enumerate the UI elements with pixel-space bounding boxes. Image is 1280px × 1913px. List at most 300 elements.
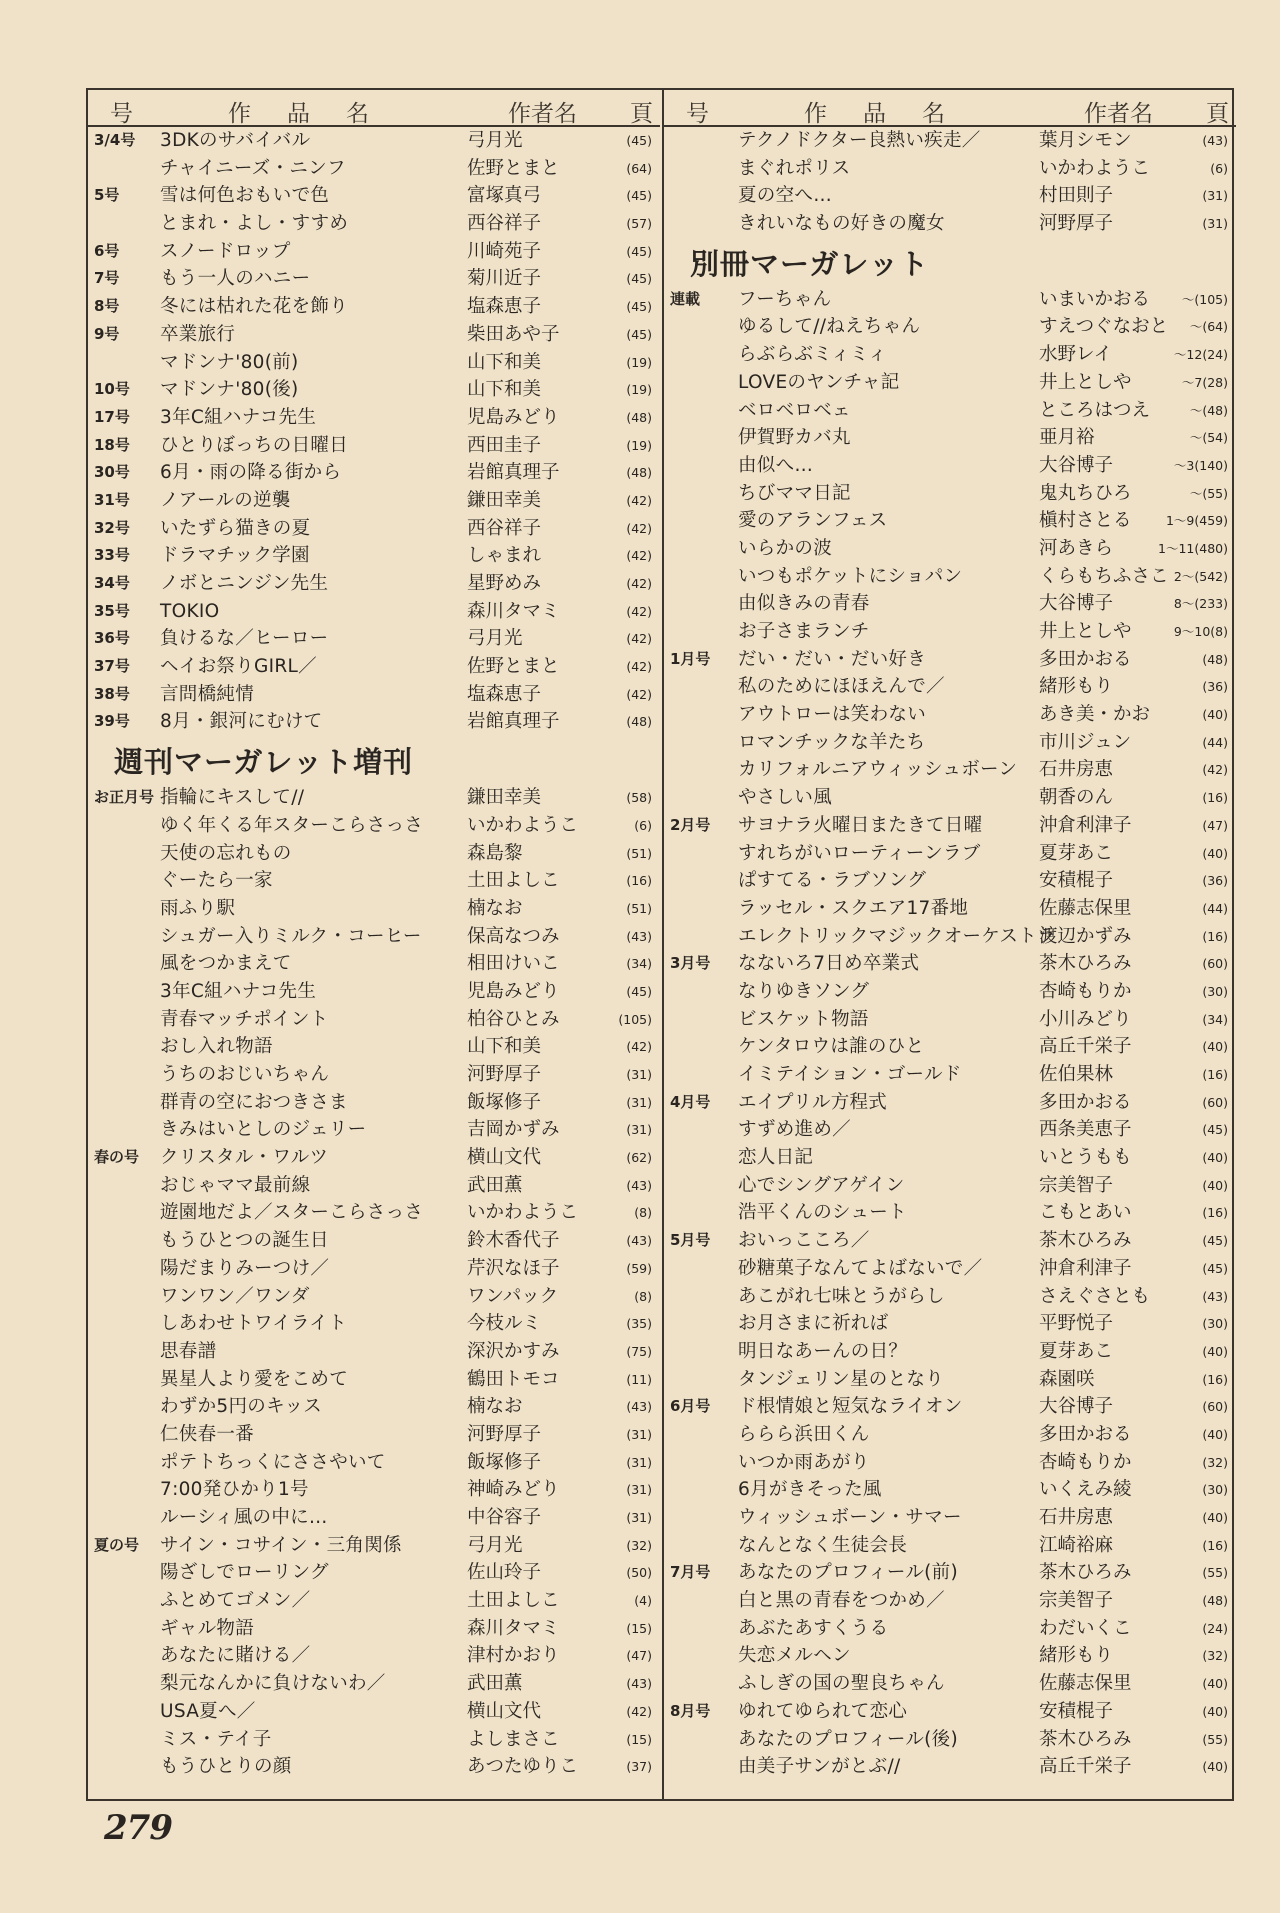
index-row [664, 1144, 1236, 1172]
work-title: 負けるな／ヒーロー [160, 628, 329, 650]
page-count: (47) [1202, 817, 1228, 833]
work-title: タンジェリン星のとなり [738, 1368, 944, 1390]
author-name: 飯塚修子 [467, 1451, 542, 1473]
header-title: 作品名 [228, 101, 405, 127]
page-count: (15) [626, 1620, 652, 1636]
page-count: 〜(54) [1189, 430, 1228, 446]
author-name: 井上としや [1039, 621, 1132, 642]
page-count: (48) [626, 465, 652, 481]
page-count: (59) [626, 1260, 652, 1276]
index-row [664, 646, 1236, 674]
index-row [88, 1615, 660, 1643]
page-count: (42) [626, 492, 652, 508]
index-row [88, 1587, 660, 1615]
page-count: (8) [634, 1288, 652, 1304]
work-title: ぐーたら一家 [160, 870, 273, 892]
work-title: 思春譜 [160, 1340, 217, 1362]
index-row [88, 1144, 660, 1172]
work-title: 私のためにほほえんで／ [738, 676, 945, 698]
work-title: マドンナ'80(後) [160, 379, 299, 401]
work-title: 恋人日記 [738, 1147, 814, 1169]
index-row [88, 155, 660, 183]
page-count: (43) [1202, 133, 1228, 148]
index-row [88, 1559, 660, 1587]
page-count: (51) [626, 900, 652, 916]
author-name: 沖倉利津子 [1039, 814, 1132, 836]
index-row [88, 1199, 660, 1227]
header-author: 作者名 [508, 101, 577, 127]
page-count: (31) [626, 1067, 652, 1082]
work-title: ルーシィ風の中に… [160, 1507, 328, 1528]
author-name: 高丘千栄子 [1039, 1756, 1132, 1778]
index-row [664, 424, 1236, 452]
page-count: (42) [626, 603, 652, 619]
index-row [664, 1449, 1236, 1477]
issue-number: 夏の号 [94, 1535, 140, 1554]
author-name: 武田薫 [467, 1174, 523, 1196]
page-count: (31) [1202, 216, 1228, 232]
index-row [664, 923, 1236, 951]
work-title: いつもポケットにショパン [738, 565, 963, 587]
author-name: 川崎苑子 [467, 240, 542, 262]
work-title: 仁侠春一番 [160, 1423, 255, 1445]
page-count: (57) [626, 216, 652, 232]
page-count: (50) [626, 1565, 652, 1581]
author-name: 横山文代 [467, 1147, 542, 1169]
work-title: 由美子サンがとぶ// [738, 1756, 901, 1778]
page-count: (30) [1202, 983, 1228, 999]
index-row [88, 1061, 660, 1089]
page-count: (16) [1202, 1371, 1228, 1387]
author-name: 鎌田幸美 [467, 489, 542, 511]
index-row [88, 867, 660, 895]
work-title: ふしぎの国の聖良ちゃん [738, 1673, 945, 1695]
author-name: こもとあい [1039, 1202, 1132, 1224]
page-count: (40) [1202, 1703, 1228, 1719]
work-title: お月さまに祈れば [738, 1313, 889, 1335]
page-number: 279 [104, 1808, 172, 1848]
work-title: 風をつかまえて [160, 953, 292, 975]
work-title: きみはいとしのジェリー [160, 1119, 367, 1141]
author-name: 森川タマミ [467, 600, 560, 622]
index-row [664, 1199, 1236, 1227]
work-title: ワンワン／ワンダ [160, 1285, 310, 1307]
page-count: (6) [1210, 160, 1228, 176]
page-count: 2〜(542) [1173, 568, 1228, 584]
author-name: 西谷祥子 [467, 517, 542, 539]
issue-number: 7号 [94, 269, 120, 288]
author-name: 西条美恵子 [1039, 1119, 1132, 1141]
issue-number: 38号 [94, 684, 130, 703]
index-row [664, 729, 1236, 757]
work-title: やさしい風 [738, 787, 833, 809]
author-name: 渡辺かずみ [1039, 925, 1132, 947]
index-row [88, 542, 660, 570]
work-title: 遊園地だよ／スターこらさっさ [160, 1202, 424, 1224]
author-name: 山下和美 [467, 351, 542, 373]
work-title: エイプリル方程式 [738, 1091, 888, 1113]
work-title: 梨元なんかに負けないわ／ [160, 1673, 386, 1695]
work-title: すれちがいローティーンラブ [738, 842, 981, 864]
work-title: TOKIO [160, 600, 220, 622]
index-row [664, 1670, 1236, 1698]
page-count: (8) [634, 1205, 652, 1221]
work-title: ノボとニンジン先生 [160, 573, 329, 594]
work-title: 夏の空へ… [738, 185, 833, 207]
index-row [88, 1338, 660, 1366]
author-name: 安積棍子 [1039, 1700, 1114, 1722]
index-row [88, 653, 660, 681]
issue-number: 31号 [94, 490, 130, 509]
index-row [664, 1504, 1236, 1532]
page-count: 〜12(24) [1173, 347, 1228, 363]
issue-number: 9号 [94, 324, 120, 343]
page-count: (31) [626, 1122, 652, 1138]
author-name: よしまさこ [467, 1728, 560, 1750]
page-count: (40) [1202, 1150, 1228, 1166]
author-name: ところはつえ [1039, 399, 1151, 421]
page-count: (60) [1202, 1399, 1228, 1415]
page-count: (45) [626, 243, 652, 259]
author-name: 飯塚修子 [467, 1091, 542, 1113]
work-title: 卒業旅行 [160, 323, 236, 345]
page-count: (19) [626, 437, 652, 453]
page-count: (42) [626, 576, 652, 591]
author-name: 楠なお [467, 897, 523, 919]
page-count: (40) [1202, 1343, 1228, 1359]
work-title: ギャル物語 [160, 1617, 255, 1639]
index-row [664, 1255, 1236, 1283]
author-name: 富塚真弓 [467, 185, 542, 207]
issue-number: 37号 [94, 657, 130, 676]
index-row [664, 978, 1236, 1006]
work-title: 天使の忘れもの [160, 842, 292, 864]
issue-number: 1月号 [670, 649, 711, 668]
page-count: (4) [634, 1593, 652, 1609]
work-title: USA夏へ／ [160, 1700, 256, 1722]
issue-number: 39号 [94, 712, 130, 731]
index-row [88, 1006, 660, 1034]
work-title: すずめ進め／ [738, 1119, 851, 1141]
work-title: 異星人より愛をこめて [160, 1368, 349, 1390]
author-name: 大谷博子 [1039, 1396, 1114, 1418]
index-row [664, 673, 1236, 701]
work-title: 由似きみの青春 [738, 593, 870, 615]
work-title: 白と黒の青春をつかめ／ [738, 1590, 945, 1612]
page-count: (45) [626, 271, 652, 287]
page-count: (60) [1202, 1094, 1228, 1110]
work-title: ちびママ日記 [738, 482, 851, 504]
author-name: 鬼丸ちひろ [1039, 482, 1132, 504]
index-row [664, 1061, 1236, 1089]
page-count: (48) [626, 409, 652, 425]
page-count: (45) [1202, 1260, 1228, 1276]
author-name: 沖倉利津子 [1039, 1257, 1132, 1279]
author-name: 河野厚子 [467, 1064, 542, 1085]
work-title: あこがれ七味とうがらし [738, 1285, 945, 1307]
author-name: 菊川近子 [467, 268, 542, 290]
work-title: 伊賀野カバ丸 [738, 427, 851, 449]
index-row [88, 210, 660, 238]
index-row [88, 1310, 660, 1338]
author-name: 大谷博子 [1039, 454, 1114, 476]
index-row [664, 210, 1236, 238]
index-row [88, 625, 660, 653]
page-count: (40) [1202, 1759, 1228, 1775]
author-name: いかわようこ [467, 814, 579, 836]
author-name: 芹沢なほ子 [467, 1257, 560, 1279]
index-row [664, 840, 1236, 868]
index-row [88, 1255, 660, 1283]
index-row [88, 404, 660, 432]
index-row [88, 1116, 660, 1144]
index-row [88, 1172, 660, 1200]
work-title: もうひとつの誕生日 [160, 1230, 329, 1252]
page-count: (16) [1202, 1537, 1228, 1553]
work-title: エレクトリックマジックオーケストラ [738, 925, 1056, 947]
author-name: いかわようこ [467, 1202, 579, 1224]
issue-number: 35号 [94, 601, 130, 620]
author-name: 森川タマミ [467, 1617, 560, 1639]
page-count: (44) [1202, 734, 1228, 750]
work-title: まぐれポリス [738, 157, 851, 179]
index-row [664, 895, 1236, 923]
page-count: (48) [1202, 1593, 1228, 1609]
index-row [88, 487, 660, 515]
issue-number: 春の号 [94, 1148, 140, 1167]
page-count: (16) [1202, 928, 1228, 944]
page-count: (55) [1202, 1731, 1228, 1747]
work-title: スノードロップ [160, 240, 291, 262]
index-row [88, 459, 660, 487]
index-row [88, 1476, 660, 1504]
work-title: 6月がきそった風 [738, 1479, 882, 1501]
index-row [664, 1559, 1236, 1587]
index-row [664, 1033, 1236, 1061]
page-count: (75) [626, 1343, 652, 1359]
author-name: 平野悦子 [1039, 1313, 1114, 1335]
page-count: (43) [626, 1233, 652, 1249]
author-name: 緒形もり [1039, 1645, 1114, 1667]
author-name: いかわようこ [1039, 157, 1151, 179]
work-title: ららら浜田くん [738, 1423, 870, 1445]
index-row [88, 1670, 660, 1698]
author-name: 井上としや [1039, 371, 1132, 393]
page-count: (31) [626, 1482, 652, 1498]
index-row [664, 756, 1236, 784]
page-count: (15) [626, 1731, 652, 1747]
index-row [664, 1006, 1236, 1034]
work-title: 青春マッチポイント [160, 1008, 329, 1030]
header-title: 作品名 [804, 101, 981, 127]
work-title: 陽だまりみーつけ／ [160, 1257, 330, 1279]
left-list-2 [88, 784, 660, 1781]
issue-number: 33号 [94, 546, 130, 565]
page-count: (62) [626, 1150, 652, 1166]
index-row [88, 238, 660, 266]
index-row [88, 840, 660, 868]
page-count: (31) [626, 1454, 652, 1470]
work-title: おし入れ物語 [160, 1036, 273, 1058]
work-title: ビスケット物語 [738, 1008, 869, 1030]
work-title: らぶらぶミィミィ [738, 344, 887, 366]
index-row [88, 432, 660, 460]
work-title: なりゆきソング [738, 980, 870, 1002]
author-name: 茶木ひろみ [1039, 1562, 1132, 1584]
page-count: (105) [618, 1011, 652, 1027]
author-name: 河あきら [1039, 537, 1114, 559]
index-row [88, 570, 660, 598]
header-author: 作者名 [1084, 101, 1153, 127]
issue-number: 3/4号 [94, 131, 136, 149]
work-title: チャイニーズ・ニンフ [160, 157, 346, 179]
page-count: 〜(64) [1189, 319, 1228, 335]
issue-number: 3月号 [670, 954, 711, 973]
work-title: 3年C組ハナコ先生 [160, 980, 317, 1002]
work-title: 8月・銀河にむけて [160, 711, 323, 733]
author-name: 弓月光 [467, 628, 523, 650]
index-row [664, 313, 1236, 341]
author-name: 茶木ひろみ [1039, 953, 1132, 975]
page-count: (45) [626, 133, 652, 148]
author-name: あつたゆりこ [467, 1756, 579, 1778]
page-count: (45) [626, 299, 652, 315]
work-title: 雨ふり駅 [160, 897, 236, 919]
index-row [664, 507, 1236, 535]
index-row [664, 1227, 1236, 1255]
work-title: フーちゃん [738, 288, 832, 310]
index-row [664, 1172, 1236, 1200]
author-name: 杏崎もりか [1039, 980, 1132, 1002]
author-name: 亜月裕 [1039, 427, 1095, 449]
index-row [664, 1642, 1236, 1670]
page-count: (48) [626, 714, 652, 730]
page-count: 1〜9(459) [1165, 513, 1228, 529]
page-count: (45) [626, 326, 652, 342]
page-count: (30) [1202, 1316, 1228, 1332]
page-count: 〜(105) [1181, 291, 1228, 307]
page-count: (40) [1202, 1676, 1228, 1692]
index-row [664, 397, 1236, 425]
author-name: 夏芽あこ [1039, 1340, 1114, 1362]
author-name: 大谷博子 [1039, 593, 1114, 615]
page-count: (36) [1202, 679, 1228, 695]
work-title: 失恋メルヘン [738, 1645, 851, 1667]
author-name: いとうもも [1039, 1147, 1132, 1169]
page-count: (43) [626, 1399, 652, 1415]
author-name: 土田よしこ [467, 1590, 560, 1612]
page-count: (6) [634, 817, 652, 833]
author-name: 土田よしこ [467, 870, 560, 892]
work-title: 砂糖菓子なんてよばないで／ [738, 1257, 983, 1279]
index-row [88, 1449, 660, 1477]
work-title: とまれ・よし・すすめ [160, 213, 349, 235]
author-name: 緒形もり [1039, 676, 1114, 698]
index-row [88, 950, 660, 978]
page-count: (43) [1202, 1288, 1228, 1304]
index-row [664, 1116, 1236, 1144]
index-row [664, 182, 1236, 210]
work-title: あなたのプロフィール(前) [738, 1562, 958, 1584]
work-title: カリフォルニアウィッシュボーン [738, 759, 1018, 781]
index-row [664, 590, 1236, 618]
author-name: 武田薫 [467, 1673, 523, 1695]
index-row [88, 293, 660, 321]
author-name: 今枝ルミ [467, 1313, 542, 1335]
issue-number: 6月号 [670, 1397, 711, 1416]
author-name: 森島黎 [467, 842, 523, 864]
index-row [664, 1421, 1236, 1449]
index-row [664, 784, 1236, 812]
index-row [664, 1753, 1236, 1781]
author-name: 江崎裕麻 [1039, 1534, 1114, 1556]
index-row [664, 812, 1236, 840]
issue-number: 8号 [94, 297, 120, 316]
author-name: 津村かおり [467, 1645, 560, 1667]
author-name: 鈴木香代子 [467, 1230, 560, 1252]
work-title: 冬には枯れた花を飾り [160, 296, 349, 318]
author-name: 槇村さとる [1039, 510, 1132, 532]
work-title: なんとなく生徒会長 [738, 1534, 908, 1556]
work-title: なないろ7日め卒業式 [738, 953, 920, 975]
index-row [664, 618, 1236, 646]
author-name: 岩館真理子 [467, 462, 560, 484]
index-row [664, 341, 1236, 369]
index-row [88, 1089, 660, 1117]
page-count: (19) [626, 382, 652, 398]
index-row [88, 895, 660, 923]
page-count: (43) [626, 1676, 652, 1692]
author-name: さえぐさとも [1039, 1285, 1151, 1307]
page-count: 8〜(233) [1173, 596, 1228, 612]
work-title: しあわせトワイライト [160, 1313, 347, 1335]
author-name: 中谷容子 [467, 1507, 542, 1528]
author-name: しゃまれ [467, 545, 542, 567]
issue-number: 17号 [94, 407, 130, 426]
work-title: あなたに賭ける／ [160, 1645, 311, 1667]
work-title: おいっこころ／ [738, 1230, 870, 1252]
author-name: 星野めみ [467, 573, 542, 594]
index-row [664, 1476, 1236, 1504]
work-title: ゆく年くる年スターこらさっさ [160, 814, 424, 836]
page-count: (31) [626, 1094, 652, 1110]
work-title: ぱすてる・ラブソング [738, 870, 927, 892]
issue-number: 4月号 [670, 1092, 711, 1111]
author-name: 葉月シモン [1039, 130, 1132, 151]
issue-number: 18号 [94, 435, 130, 454]
page-count: (45) [1202, 1233, 1228, 1249]
work-title: マドンナ'80(前) [160, 351, 299, 373]
index-row [88, 784, 660, 812]
author-name: 村田則子 [1039, 185, 1114, 207]
page-count: (32) [1202, 1454, 1228, 1470]
issue-number: 8月号 [670, 1701, 711, 1720]
index-row [664, 1393, 1236, 1421]
author-name: 森園咲 [1039, 1368, 1095, 1390]
author-name: ワンパック [467, 1285, 559, 1307]
page-count: (16) [626, 873, 652, 889]
work-title: 明日なあーんの日？ [738, 1340, 908, 1362]
issue-number: 32号 [94, 518, 130, 537]
index-row [664, 535, 1236, 563]
page-count: (42) [626, 659, 652, 675]
issue-number: 5月号 [670, 1231, 711, 1250]
page-count: (42) [626, 1039, 652, 1055]
author-name: 茶木ひろみ [1039, 1728, 1132, 1750]
index-row [88, 1283, 660, 1311]
index-row [664, 452, 1236, 480]
page-count: (36) [1202, 873, 1228, 889]
